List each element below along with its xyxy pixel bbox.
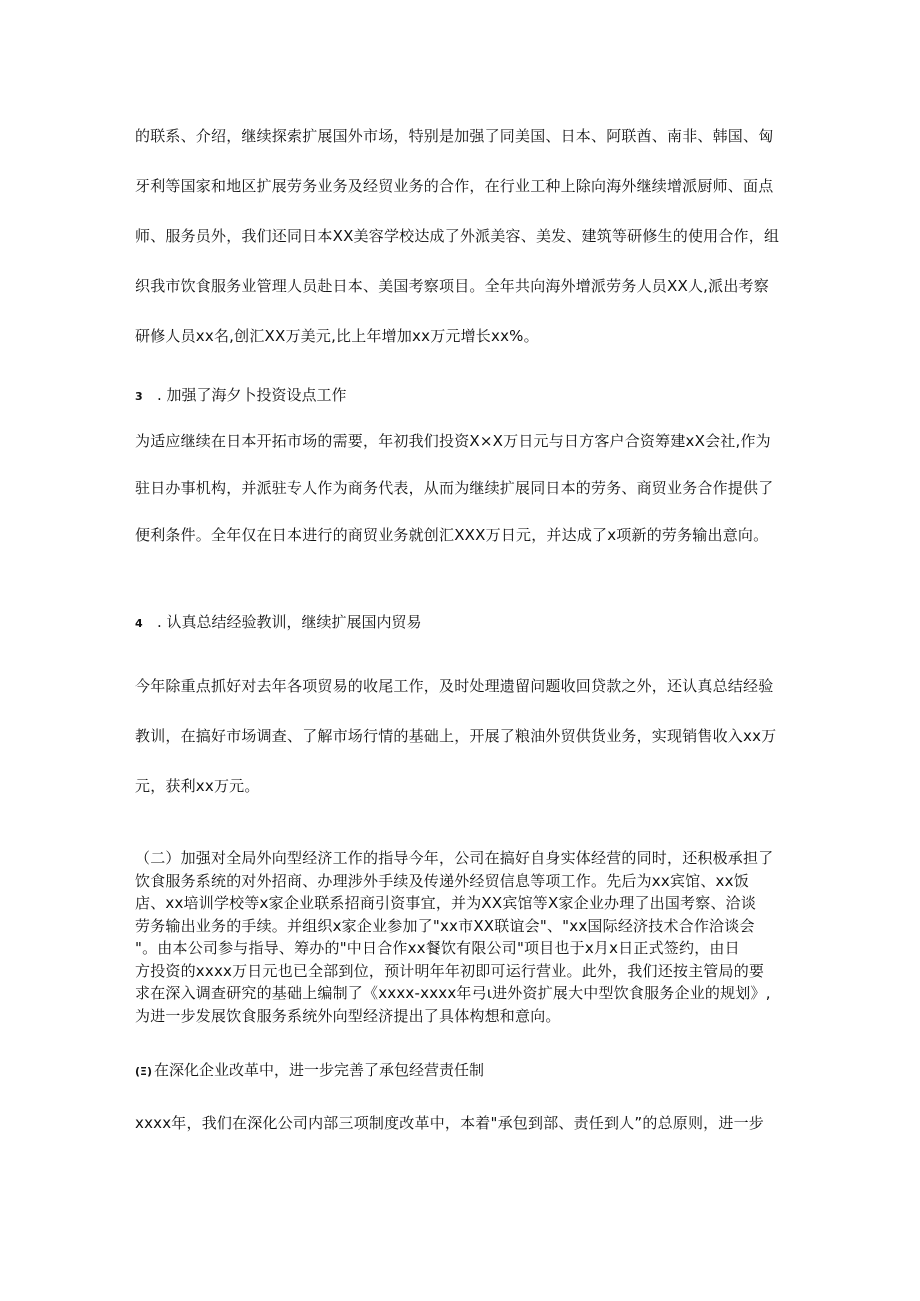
text-line: "。由本公司参与指导、筹办的"中日合作xx餐饮有限公司"项目也于x月x日正式签约，由日 — [135, 939, 740, 957]
heading-number: 3 — [135, 390, 143, 403]
heading-number: (Ξ) — [135, 1065, 153, 1078]
text-line: 研修人员xx名,创汇XX万美元,比上年增加xx万元增长xx%。 — [135, 327, 539, 345]
text-line: xxxx年，我们在深化公司内部三项制度改革中，本着"承包到部、责任到人”的总原则，进一步 — [135, 1114, 764, 1132]
text-line: 为进一步发展饮食服务系统外向型经济提出了具体构想和意向。 — [135, 1006, 561, 1025]
text-line: 驻日办事机构，并派驻专人作为商务代表，从而为继续扩展同日本的劳务、商贸业务合作提供了 — [135, 479, 774, 497]
text-line: 便利条件。全年仅在日本进行的商贸业务就创汇XXX万日元，并达成了x项新的劳务输出意向。 — [135, 526, 769, 544]
text-line: 教训，在搞好市场调查、了解市场行情的基础上，开展了粮油外贸供货业务，实现销售收入xx万 — [135, 727, 777, 745]
text-line: 今年除重点抓好对去年各项贸易的收尾工作，及时处理遗留问题收回贷款之外，还认真总结经验 — [135, 677, 774, 695]
heading-text: 在深化企业改革中，进一步完善了承包经营责任制 — [154, 1061, 485, 1079]
paragraph-reform — [135, 1098, 797, 1148]
heading-text: . 加强了海夕卜投资设点工作 — [157, 386, 347, 404]
text-line: 求在深入调查研究的基础上编制了《xxxx-xxxx年弓ι进外资扩展大中型饮食服务企业的规划》, — [135, 984, 771, 1002]
text-line: 师、服务员外，我们还同日本XX美容学校达成了外派美容、美发、建筑等研修生的使用合作，组 — [135, 227, 780, 245]
text-line: 牙利等国家和地区扩展劳务业务及经贸业务的合作，在行业工种上除向海外继续增派厨师、面点 — [135, 177, 774, 195]
paragraph-japan-investment — [135, 418, 797, 559]
text-line: （二）加强对全局外向型经济工作的指导今年，公司在搞好自身实体经营的同时，还积极承担了 — [135, 849, 774, 867]
paragraph-overseas-market — [135, 111, 797, 361]
paragraph-guidance — [135, 847, 797, 1027]
section-heading-4 — [135, 612, 422, 634]
section-heading-3 — [135, 385, 347, 407]
heading-number: 4 — [135, 617, 143, 630]
text-line: 劳务输出业务的手续。并组织x家企业参加了"xx市XX联谊会"、"xx国际经济技术合作洽谈会 — [135, 916, 755, 935]
text-line: 的联系、介绍，继续探索扩展国外市场，特别是加强了同美国、日本、阿联酋、南非、韩国、匈 — [135, 127, 774, 145]
section-heading-5 — [135, 1060, 484, 1082]
paragraph-domestic-trade — [135, 661, 797, 811]
text-line: 店、xx培训学校等x家企业联系招商引资事宜，并为XX宾馆等X家企业办理了出国考察、洽谈 — [135, 894, 757, 912]
text-line: 饮食服务系统的对外招商、办理涉外手续及传递外经贸信息等项工作。先后为xx宾馆、xx饭 — [135, 871, 749, 890]
text-line: 为适应继续在日本开拓市场的需要，年初我们投资X×X万日元与日方客户合资筹建xX会社,作为 — [135, 432, 771, 450]
heading-text: . 认真总结经验教训，继续扩展国内贸易 — [157, 613, 422, 631]
text-line: 织我市饮食服务业管理人员赴日本、美国考察项目。全年共向海外增派劳务人员XX人,派出考察 — [135, 277, 769, 295]
text-line: 方投资的xxxx万日元也已全部到位，预计明年年初即可运行营业。此外，我们还按主管局的要 — [135, 961, 765, 980]
text-line: 元，获利xx万元。 — [135, 777, 260, 795]
